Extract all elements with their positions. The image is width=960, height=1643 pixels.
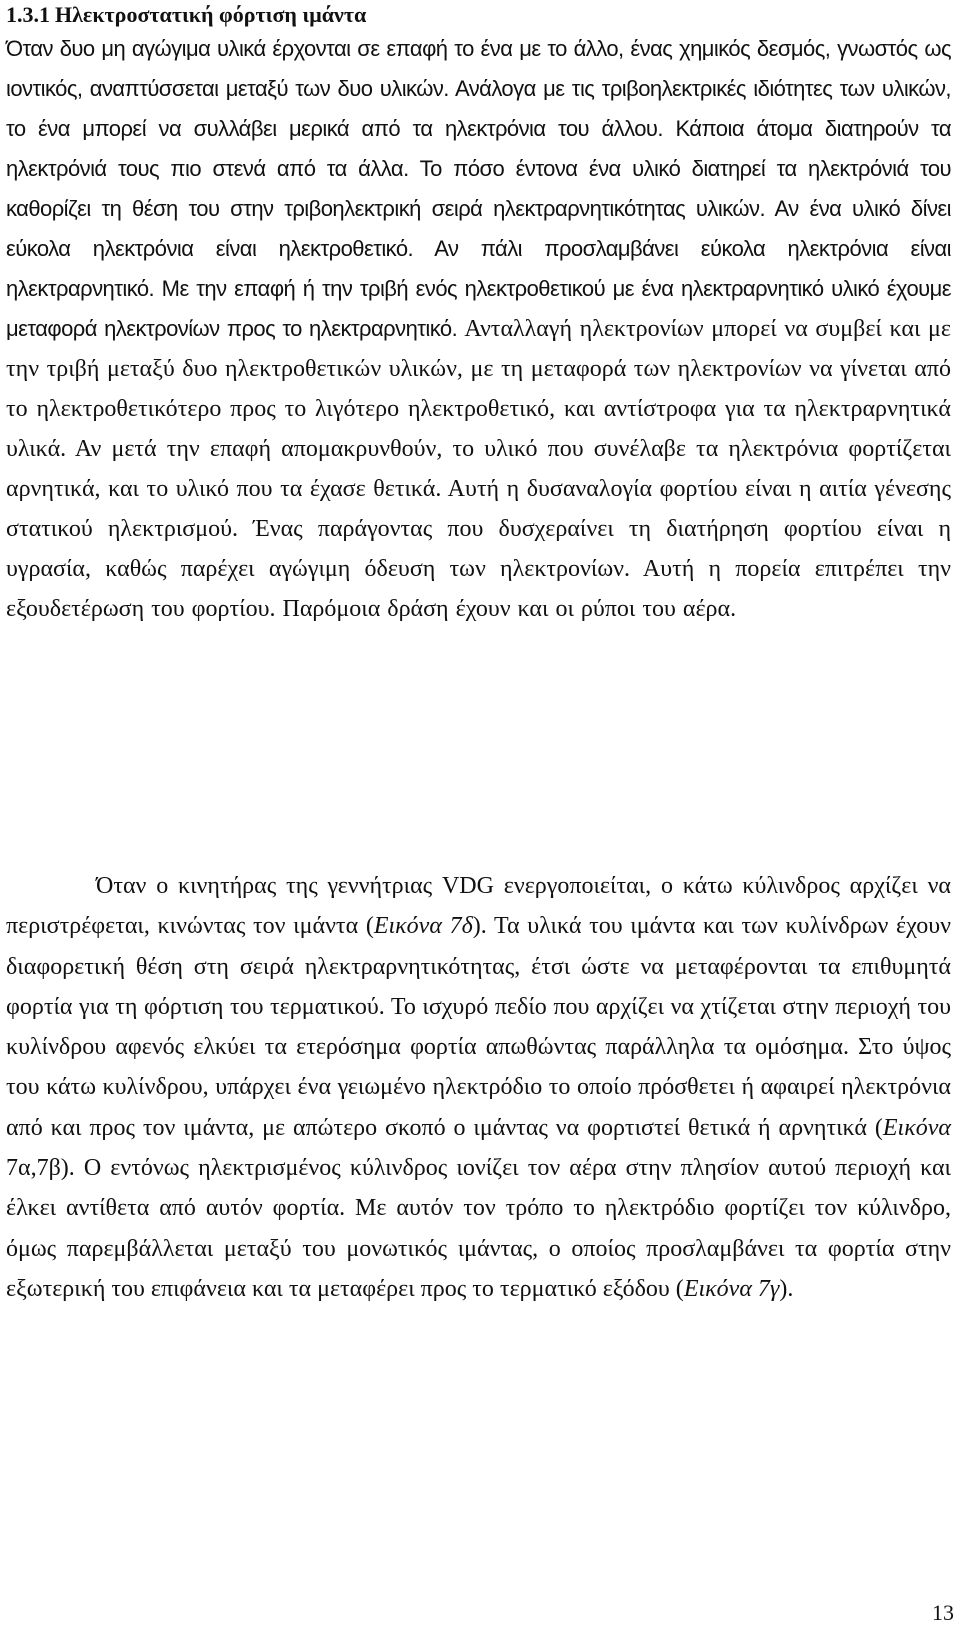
- figure-reference: Εικόνα: [882, 1114, 951, 1141]
- paragraph-text-sans: Όταν δυο μη αγώγιμα υλικά έρχονται σε επαφή το ένα με το άλλο, ένας χημικός δεσμός, γνωστός ως ιοντικός, αναπτύσσεται μεταξύ των δυο υλικών. Ανάλογα με τις τριβοηλεκτρικές ιδιότητες των υλικών, το ένα μπορεί να συλλάβει μερικά από τα ηλεκτρόνια του άλλου. Κάποια άτομα διατηρούν τα ηλεκτρόνιά τους πιο στενά από τα άλλα. Το πόσο έντονα ένα υλικό διατηρεί τα ηλεκτρόνιά του καθορίζει τη θέση του στην τριβοηλεκτρική σειρά ηλεκτραρνητικότητας υλικών. Αν ένα υλικό δίνει εύκολα ηλεκτρόνια είναι ηλεκτροθετικό. Αν πάλι προσλαμβάνει εύκολα ηλεκτρόνια είναι ηλεκτραρνητικό. Με την επαφή ή την τριβή ενός ηλεκτροθετικού με ένα ηλεκτραρνητικό υλικό έχουμε μεταφορά ηλεκτρονίων προς το ηλεκτραρνητικό.: [6, 36, 951, 341]
- paragraph-text-part: ). Τα υλικά του ιμάντα και των κυλίνδρων έχουν διαφορετική θέση στη σειρά ηλεκτραρνητικότητας, έτσι ώστε να μεταφέρονται τα επιθυμητά φορτία για τη φόρτιση του τερματικού. Το ισχυρό πεδίο που αρχίζει να χτίζεται στην περιοχή του κυλίνδρου αφενός ελκύει τα ετερόσημα φορτία απωθώντας παράλληλα τα ομόσημα. Στο ύψος του κάτω κυλίνδρου, υπάρχει ένα γειωμένο ηλεκτρόδιο το οποίο πρόσθετει ή αφαιρεί ηλεκτρόνια από και προς τον ιμάντα, με απώτερο σκοπό ο ιμάντας να φορτιστεί θετικά ή αρνητικά (: [6, 913, 951, 1141]
- paragraph-electrostatic-charging: [6, 29, 951, 629]
- paragraph-vdg-operation: [6, 866, 951, 1309]
- figure-reference: Εικόνα 7γ: [683, 1275, 780, 1302]
- section-title: Ηλεκτροστατική φόρτιση ιμάντα: [55, 2, 367, 27]
- section-heading: [6, 2, 946, 28]
- paragraph-text-part: ).: [779, 1275, 794, 1302]
- paragraph-text-part: Όταν ο κινητήρας της γεννήτριας VDG ενεργοποιείται, ο κάτω κύλινδρος αρχίζει να περιστρέφεται, κινώντας τον ιμάντα (: [6, 873, 951, 940]
- section-number: 1.3.1: [6, 2, 50, 27]
- paragraph-text-part: 7α,7β). Ο εντόνως ηλεκτρισμένος κύλινδρος ιονίζει τον αέρα στην πλησίον αυτού περιοχή και έλκει αντίθετα από αυτόν φορτία. Με αυτόν τον τρόπο το ηλεκτρόδιο φορτίζει τον κύλινδρο, όμως παρεμβάλλεται μεταξύ του μονωτικός ιμάντας, ο οποίος προσλαμβάνει τα φορτία στην εξωτερική του επιφάνεια και τα μεταφέρει προς το τερματικό εξόδου (: [6, 1155, 951, 1302]
- figure-reference: Εικόνα 7δ: [373, 913, 473, 940]
- page-number: 13: [932, 1600, 954, 1625]
- paragraph-text-serif: Ανταλλαγή ηλεκτρονίων μπορεί να συμβεί και με την τριβή μεταξύ δυο ηλεκτροθετικών υλικών, με τη μεταφορά των ηλεκτρονίων να γίνεται από το ηλεκτροθετικότερο προς το λιγότερο ηλεκτροθετικό, και αντίστροφα για τα ηλεκτραρνητικά υλικά. Αν μετά την επαφή απομακρυνθούν, το υλικό που συνέλαβε τα ηλεκτρόνια φορτίζεται αρνητικά, και το υλικό που τα έχασε θετικά. Αυτή η δυσαναλογία φορτίου είναι η αιτία γένεσης στατικού ηλεκτρισμού. Ένας παράγοντας που δυσχεραίνει τη διατήρηση φορτίου είναι η υγρασία, καθώς παρέχει αγώγιμη όδευση των ηλεκτρονίων. Αυτή η πορεία επιτρέπει την εξουδετέρωση του φορτίου. Παρόμοια δράση έχουν και οι ρύποι του αέρα.: [6, 316, 951, 622]
